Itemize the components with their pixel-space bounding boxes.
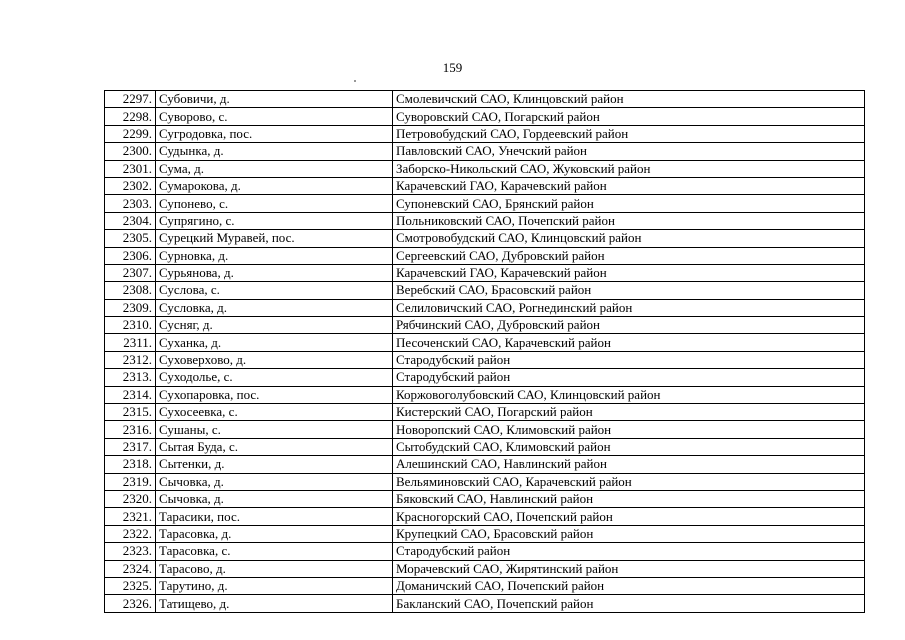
row-number: 2314.: [105, 386, 156, 403]
table-row: [105, 543, 865, 560]
district-name: Рябчинский САО, Дубровский район: [393, 317, 865, 334]
settlement-name: Судынка, д.: [156, 143, 393, 160]
district-name: Сергеевский САО, Дубровский район: [393, 247, 865, 264]
table-row: [105, 282, 865, 299]
settlement-name: Сурецкий Муравей, пос.: [156, 230, 393, 247]
settlement-name: Субовичи, д.: [156, 91, 393, 108]
table-row: [105, 508, 865, 525]
district-name: Вельяминовский САО, Карачевский район: [393, 473, 865, 490]
row-number: 2317.: [105, 438, 156, 455]
table-row: [105, 438, 865, 455]
table-row: [105, 351, 865, 368]
row-number: 2319.: [105, 473, 156, 490]
scan-speck: [354, 80, 356, 82]
row-number: 2310.: [105, 317, 156, 334]
district-name: Супоневский САО, Брянский район: [393, 195, 865, 212]
settlement-name: Сушаны, с.: [156, 421, 393, 438]
district-name: Польниковский САО, Почепский район: [393, 212, 865, 229]
table-row: [105, 386, 865, 403]
settlement-name: Сухосеевка, с.: [156, 404, 393, 421]
settlement-name: Сумарокова, д.: [156, 177, 393, 194]
row-number: 2308.: [105, 282, 156, 299]
settlement-name: Сурьянова, д.: [156, 264, 393, 281]
table-row: [105, 317, 865, 334]
district-name: Веребский САО, Брасовский район: [393, 282, 865, 299]
row-number: 2302.: [105, 177, 156, 194]
row-number: 2321.: [105, 508, 156, 525]
table-row: [105, 91, 865, 108]
district-name: Карачевский ГАО, Карачевский район: [393, 264, 865, 281]
settlement-name: Сычовка, д.: [156, 473, 393, 490]
district-name: Красногорский САО, Почепский район: [393, 508, 865, 525]
settlement-name: Супрягино, с.: [156, 212, 393, 229]
table-row: [105, 560, 865, 577]
settlement-name: Сурновка, д.: [156, 247, 393, 264]
table-row: [105, 299, 865, 316]
settlement-name: Сума, д.: [156, 160, 393, 177]
table-body: [105, 91, 865, 613]
table-row: [105, 212, 865, 229]
row-number: 2303.: [105, 195, 156, 212]
table-row: [105, 456, 865, 473]
row-number: 2309.: [105, 299, 156, 316]
row-number: 2304.: [105, 212, 156, 229]
settlement-name: Тарасовка, д.: [156, 525, 393, 542]
district-name: Бяковский САО, Навлинский район: [393, 490, 865, 507]
settlement-name: Сычовка, д.: [156, 490, 393, 507]
row-number: 2320.: [105, 490, 156, 507]
table-row: [105, 160, 865, 177]
settlement-name: Сухопаровка, пос.: [156, 386, 393, 403]
row-number: 2322.: [105, 525, 156, 542]
row-number: 2323.: [105, 543, 156, 560]
row-number: 2307.: [105, 264, 156, 281]
row-number: 2305.: [105, 230, 156, 247]
district-name: Карачевский ГАО, Карачевский район: [393, 177, 865, 194]
row-number: 2300.: [105, 143, 156, 160]
district-name: Павловский САО, Унечский район: [393, 143, 865, 160]
table-row: [105, 264, 865, 281]
settlement-name: Сусловка, д.: [156, 299, 393, 316]
row-number: 2301.: [105, 160, 156, 177]
table-row: [105, 577, 865, 594]
table-row: [105, 125, 865, 142]
district-name: Доманичский САО, Почепский район: [393, 577, 865, 594]
row-number: 2299.: [105, 125, 156, 142]
row-number: 2326.: [105, 595, 156, 612]
settlement-name: Тарутино, д.: [156, 577, 393, 594]
row-number: 2313.: [105, 369, 156, 386]
settlement-name: Сусняг, д.: [156, 317, 393, 334]
district-name: Стародубский район: [393, 351, 865, 368]
table-row: [105, 230, 865, 247]
settlement-name: Суслова, с.: [156, 282, 393, 299]
district-name: Суворовский САО, Погарский район: [393, 108, 865, 125]
table-row: [105, 247, 865, 264]
district-name: Песоченский САО, Карачевский район: [393, 334, 865, 351]
district-name: Стародубский район: [393, 369, 865, 386]
settlement-name: Тарасики, пос.: [156, 508, 393, 525]
table-row: [105, 421, 865, 438]
table-row: [105, 404, 865, 421]
district-name: Заборско-Никольский САО, Жуковский район: [393, 160, 865, 177]
settlement-name: Суханка, д.: [156, 334, 393, 351]
row-number: 2312.: [105, 351, 156, 368]
row-number: 2324.: [105, 560, 156, 577]
district-name: Бакланский САО, Почепский район: [393, 595, 865, 612]
row-number: 2315.: [105, 404, 156, 421]
district-name: Петровобудский САО, Гордеевский район: [393, 125, 865, 142]
settlement-name: Супонево, с.: [156, 195, 393, 212]
row-number: 2325.: [105, 577, 156, 594]
district-name: Сытобудский САО, Климовский район: [393, 438, 865, 455]
table-row: [105, 143, 865, 160]
district-name: Кистерский САО, Погарский район: [393, 404, 865, 421]
settlement-name: Сытая Буда, с.: [156, 438, 393, 455]
row-number: 2316.: [105, 421, 156, 438]
settlement-name: Татищево, д.: [156, 595, 393, 612]
district-name: Смотровобудский САО, Клинцовский район: [393, 230, 865, 247]
table-row: [105, 177, 865, 194]
row-number: 2306.: [105, 247, 156, 264]
page-number: 159: [442, 60, 463, 75]
table-row: [105, 595, 865, 612]
row-number: 2298.: [105, 108, 156, 125]
settlement-name: Суходолье, с.: [156, 369, 393, 386]
table-row: [105, 369, 865, 386]
settlements-table: [104, 90, 865, 613]
row-number: 2318.: [105, 456, 156, 473]
settlement-name: Суховерхово, д.: [156, 351, 393, 368]
district-name: Крупецкий САО, Брасовский район: [393, 525, 865, 542]
table-row: [105, 195, 865, 212]
settlement-name: Сытенки, д.: [156, 456, 393, 473]
district-name: Коржовоголубовский САО, Клинцовский район: [393, 386, 865, 403]
row-number: 2311.: [105, 334, 156, 351]
row-number: 2297.: [105, 91, 156, 108]
settlement-name: Сугродовка, пос.: [156, 125, 393, 142]
settlement-name: Тарасовка, с.: [156, 543, 393, 560]
table-row: [105, 108, 865, 125]
table-row: [105, 490, 865, 507]
settlement-name: Суворово, с.: [156, 108, 393, 125]
district-name: Новоропский САО, Климовский район: [393, 421, 865, 438]
table-row: [105, 334, 865, 351]
table-row: [105, 525, 865, 542]
district-name: Алешинский САО, Навлинский район: [393, 456, 865, 473]
district-name: Стародубский район: [393, 543, 865, 560]
settlement-name: Тарасово, д.: [156, 560, 393, 577]
district-name: Селиловичский САО, Рогнединский район: [393, 299, 865, 316]
district-name: Смолевичский САО, Клинцовский район: [393, 91, 865, 108]
table-row: [105, 473, 865, 490]
district-name: Морачевский САО, Жирятинский район: [393, 560, 865, 577]
